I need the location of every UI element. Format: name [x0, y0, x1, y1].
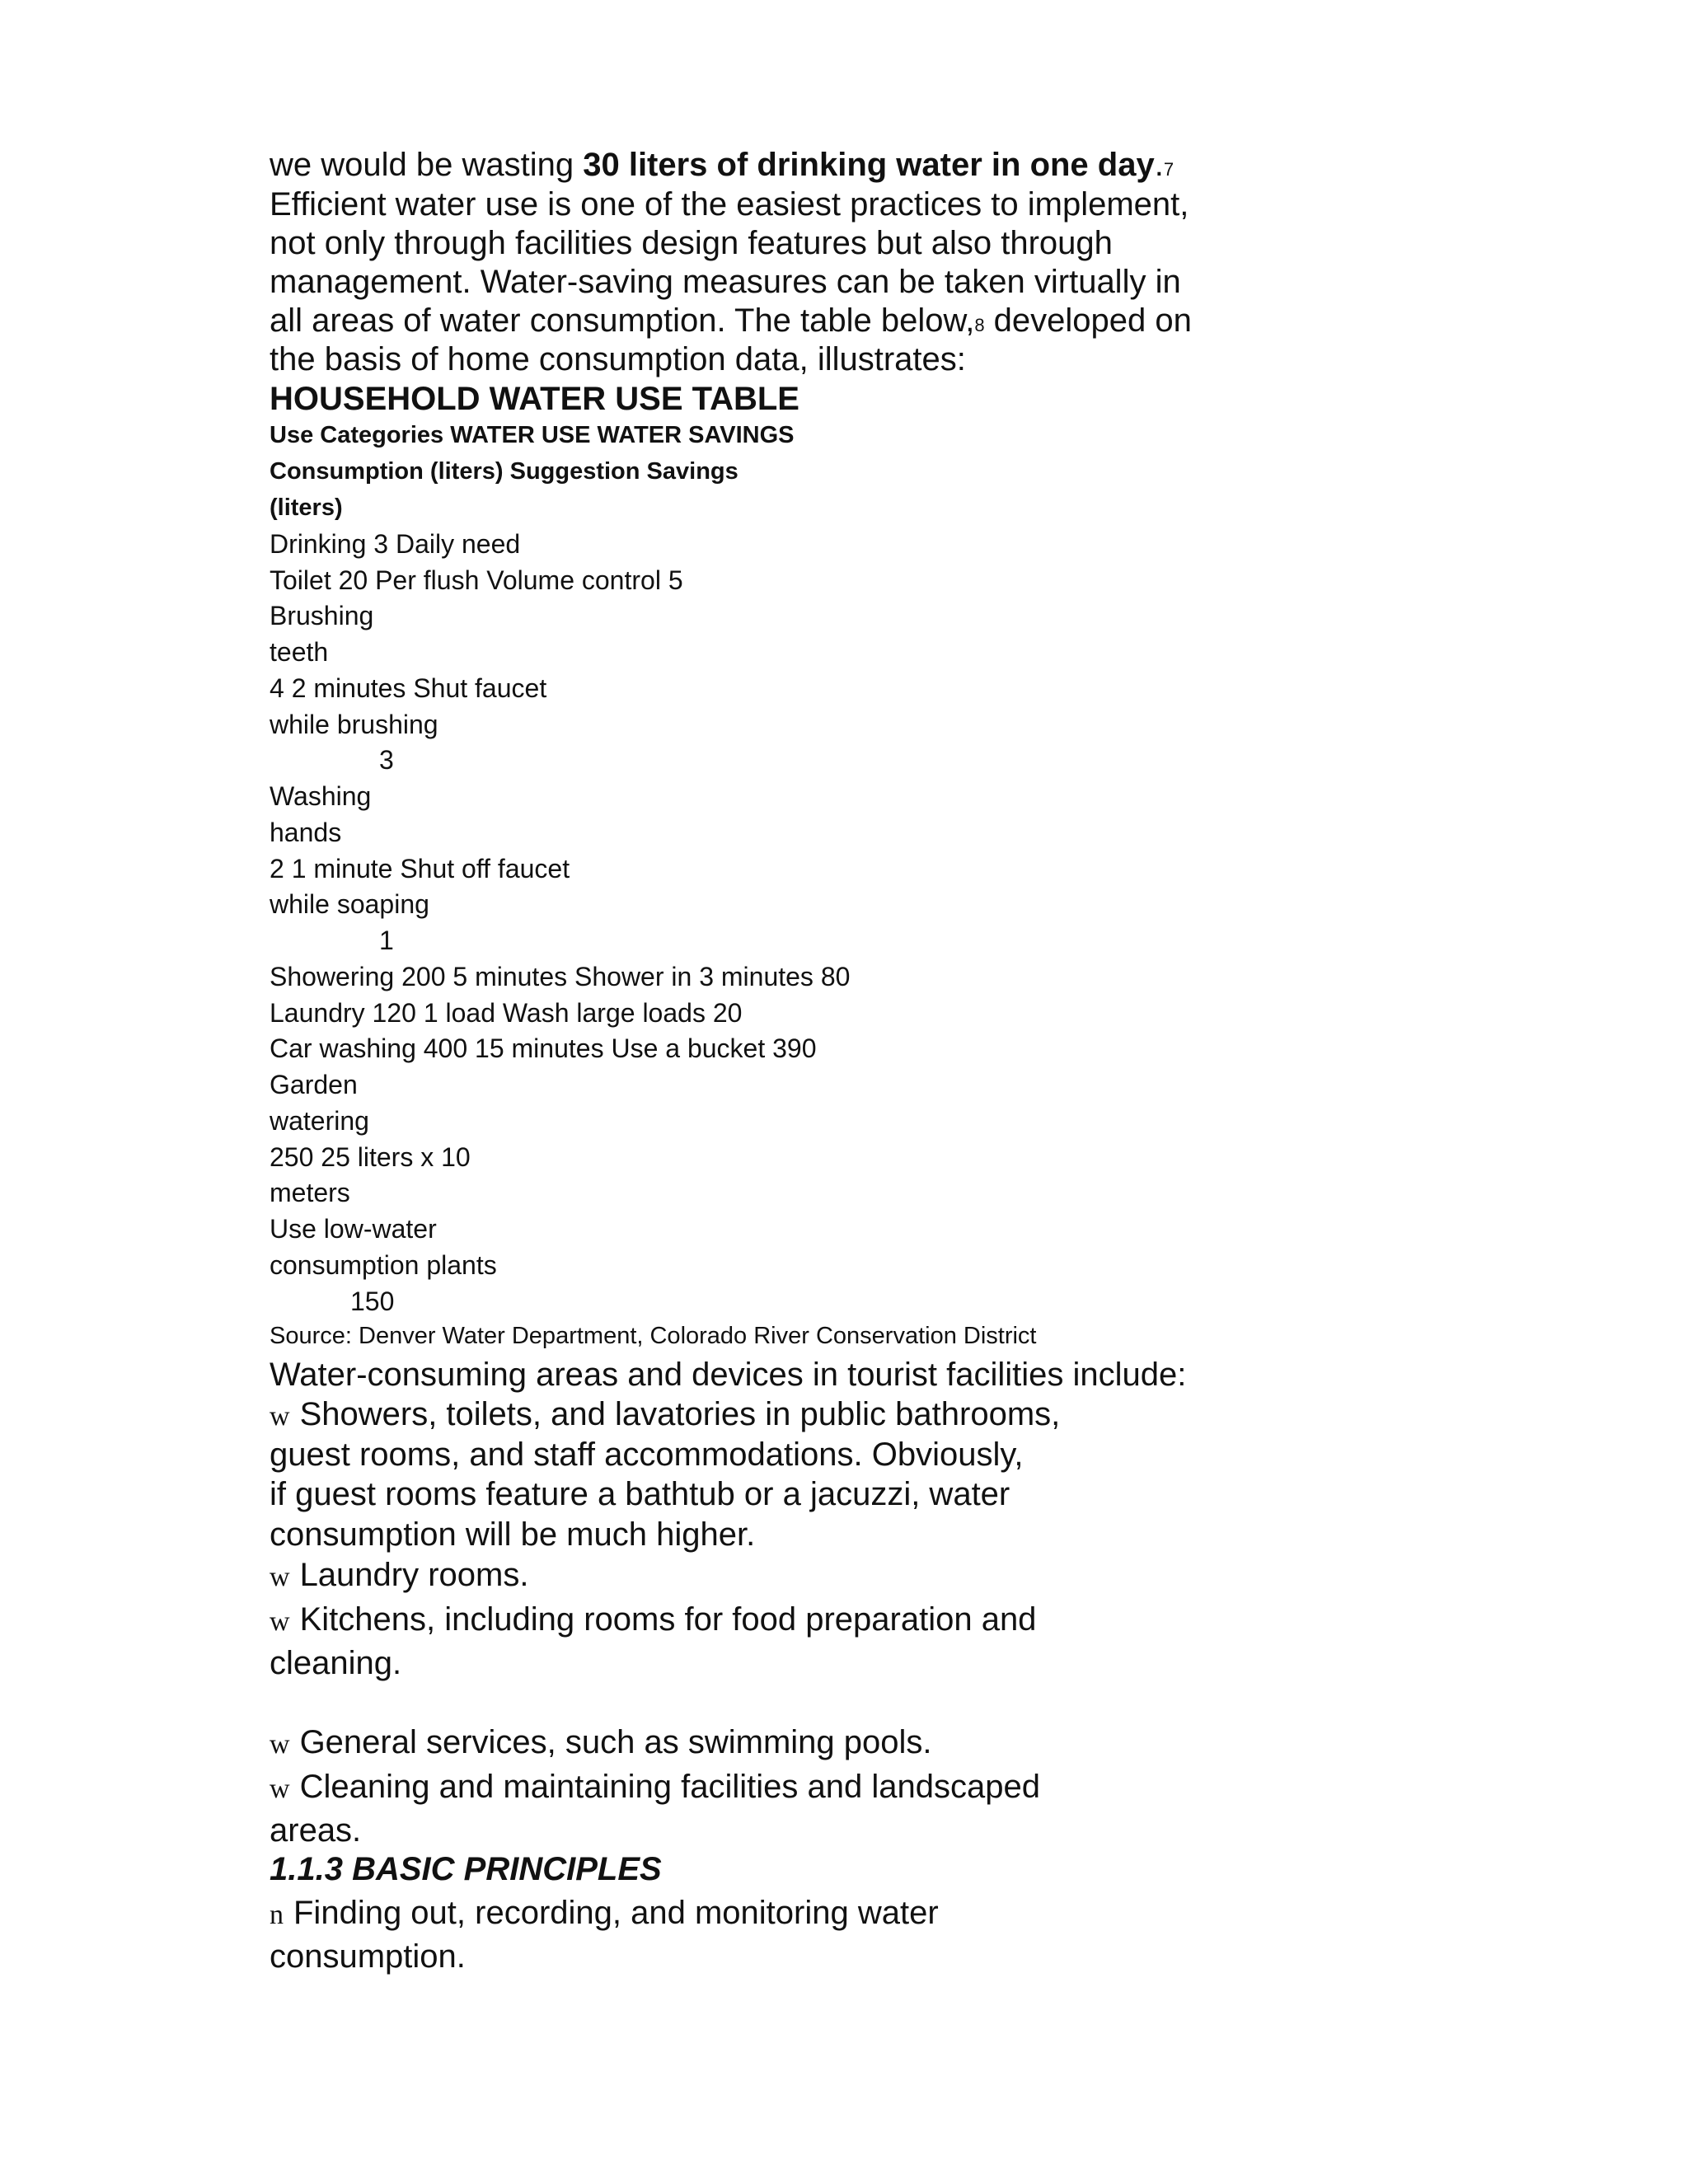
list-item-text: General services, such as swimming pools. [299, 1724, 932, 1760]
list-item-continuation: guest rooms, and staff accommodations. Obviously, [270, 1436, 1024, 1473]
areas-intro: Water-consuming areas and devices in tourist facilities include: [270, 1357, 1187, 1393]
intro-line-5-text: all areas of water consumption. The table below, [270, 302, 975, 339]
table-row: 150 [350, 1286, 395, 1316]
table-row: Brushing [270, 601, 374, 630]
intro-line-1 [270, 147, 1174, 183]
table-source: Source: Denver Water Department, Colorado River Conservation District [270, 1323, 1037, 1349]
section-heading: 1.1.3 BASIC PRINCIPLES [270, 1851, 662, 1887]
list-item-continuation: if guest rooms feature a bathtub or a jacuzzi, water [270, 1476, 1010, 1512]
intro-line-1-text: we would be wasting [270, 147, 584, 183]
table-row: Toilet 20 Per flush Volume control 5 [270, 565, 683, 595]
table-header-row-3: (liters) [270, 494, 343, 521]
bullet-icon: w [270, 1774, 290, 1804]
list-item [270, 1895, 939, 1931]
table-row: teeth [270, 637, 329, 667]
intro-line-4: management. Water-saving measures can be taken virtually in [270, 264, 1181, 300]
table-row: 3 [379, 745, 394, 775]
table-row: 2 1 minute Shut off faucet [270, 854, 570, 883]
list-item-continuation: consumption will be much higher. [270, 1516, 756, 1553]
bullet-icon: w [270, 1729, 290, 1760]
table-header-row-2: Consumption (liters) Suggestion Savings [270, 458, 738, 485]
table-row: Car washing 400 15 minutes Use a bucket 390 [270, 1033, 817, 1063]
table-row: hands [270, 818, 342, 847]
list-item-text: Showers, toilets, and lavatories in public bathrooms, [299, 1396, 1061, 1432]
list-item-text: Finding out, recording, and monitoring water [293, 1895, 939, 1931]
table-row: 1 [379, 926, 394, 955]
table-row: watering [270, 1106, 369, 1136]
table-row: Showering 200 5 minutes Shower in 3 minutes 80 [270, 962, 851, 991]
list-item [270, 1557, 528, 1593]
intro-line-3: not only through facilities design features but also through [270, 225, 1113, 261]
intro-line-6: the basis of home consumption data, illustrates: [270, 341, 966, 377]
bullet-icon: w [270, 1606, 290, 1637]
footnote-ref-8: 8 [974, 315, 985, 335]
table-row: Laundry 120 1 load Wash large loads 20 [270, 998, 743, 1028]
footnote-ref-7: 7 [1163, 159, 1175, 180]
list-item [270, 1601, 1036, 1638]
table-title: HOUSEHOLD WATER USE TABLE [270, 381, 799, 417]
list-item [270, 1769, 1040, 1805]
list-item-text: Kitchens, including rooms for food preparation and [299, 1601, 1037, 1638]
list-item [270, 1396, 1060, 1432]
table-row: meters [270, 1178, 350, 1207]
intro-line-2: Efficient water use is one of the easiest practices to implement, [270, 186, 1189, 223]
table-row: 4 2 minutes Shut faucet [270, 673, 547, 703]
table-row: Use low-water [270, 1214, 437, 1244]
intro-line-1-period: . [1154, 147, 1164, 183]
table-row: Garden [270, 1070, 358, 1099]
bullet-icon: w [270, 1562, 290, 1592]
table-row: Drinking 3 Daily need [270, 529, 521, 559]
list-item-text: Cleaning and maintaining facilities and landscaped [299, 1769, 1040, 1805]
table-row: Washing [270, 781, 372, 811]
list-item [270, 1724, 932, 1760]
table-header-row-1: Use Categories WATER USE WATER SAVINGS [270, 422, 795, 448]
table-row: 250 25 liters x 10 [270, 1142, 471, 1172]
list-item-text: Laundry rooms. [299, 1557, 529, 1593]
list-item-continuation: consumption. [270, 1938, 466, 1975]
list-item-continuation: cleaning. [270, 1645, 402, 1681]
bullet-icon: n [270, 1900, 284, 1930]
table-row: while brushing [270, 710, 438, 739]
table-row: while soaping [270, 889, 429, 919]
intro-line-5 [270, 302, 1192, 339]
table-row: consumption plants [270, 1250, 497, 1280]
bullet-icon: w [270, 1401, 290, 1432]
list-item-continuation: areas. [270, 1812, 362, 1849]
intro-line-5-tail: developed on [984, 302, 1192, 339]
intro-bold-phrase: 30 liters of drinking water in one day [583, 147, 1155, 183]
